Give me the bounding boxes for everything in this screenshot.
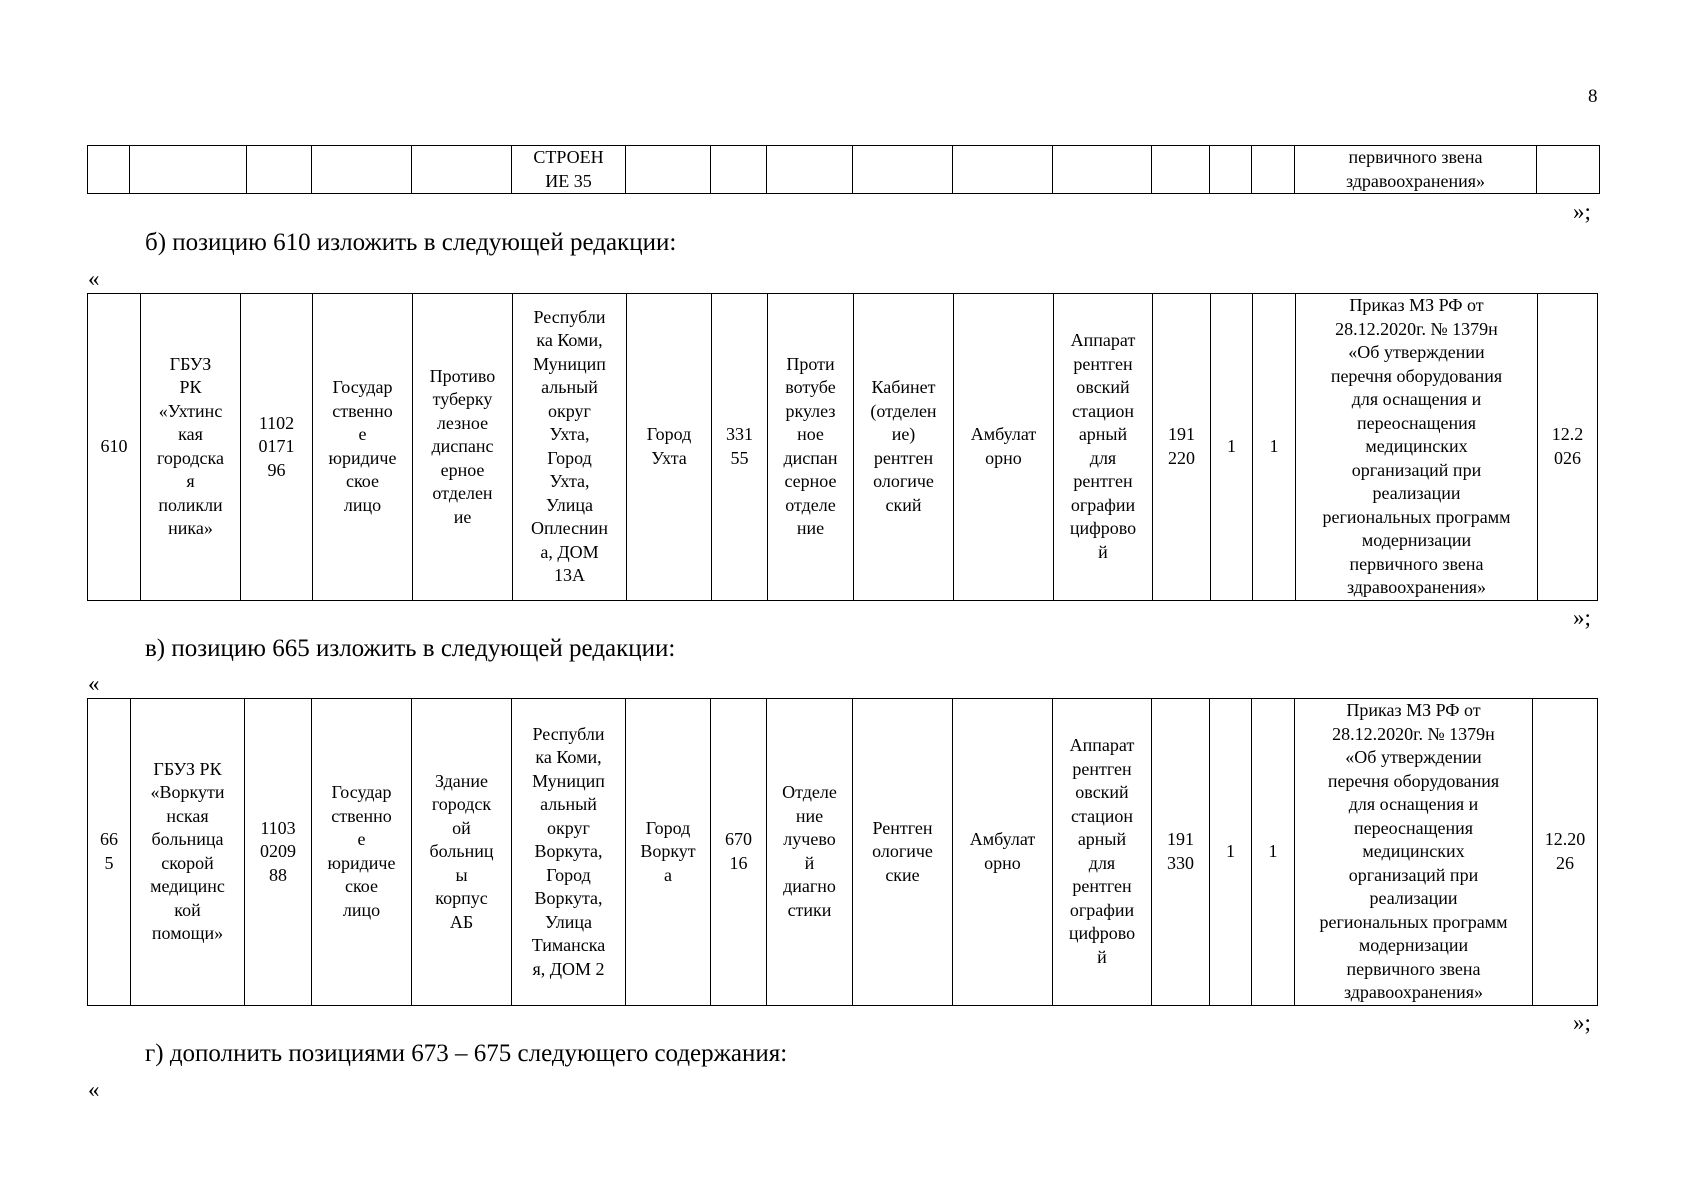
table-cell: Город Ухта (627, 294, 712, 601)
table-row (88, 146, 1600, 194)
table-position-665 (87, 698, 1598, 1006)
table-cell (711, 146, 767, 194)
table-cell: Город Воркут а (626, 699, 711, 1006)
table-cell (853, 146, 953, 194)
table-row (88, 699, 1598, 1006)
table-cell: 1 (1252, 699, 1295, 1006)
table-continuation (87, 145, 1600, 194)
table-cell: Государ ственно е юридиче ское лицо (313, 294, 413, 601)
opening-quote-g: « (88, 1077, 100, 1102)
table-cell: 331 55 (712, 294, 768, 601)
table-cell (1152, 146, 1210, 194)
table-cell: 1103 0209 88 (245, 699, 312, 1006)
table-cell: Приказ МЗ РФ от 28.12.2020г. № 1379н «Об утверждении перечня оборудования для оснащения и переоснащения медицинских организаций при реализации региональных программ модернизации первичного звена здравоохранения» (1295, 699, 1533, 1006)
table-cell (1053, 146, 1152, 194)
table-cell: ГБУЗ РК «Воркути нская больница скорой медицинс кой помощи» (131, 699, 245, 1006)
table-cell: Республи ка Коми, Муницип альный округ Воркута, Город Воркута, Улица Тиманска я, ДОМ 2 (512, 699, 626, 1006)
table-cell: первичного звена здравоохранения» (1295, 146, 1537, 194)
table-cell: Аппарат рентген овский стацион арный для рентген ографии цифрово й (1053, 699, 1152, 1006)
table-cell: Приказ МЗ РФ от 28.12.2020г. № 1379н «Об утверждении перечня оборудования для оснащения и переоснащения медицинских организаций при реализации региональных программ модернизации первичного звена здравоохранения» (1296, 294, 1538, 601)
table-cell: 670 16 (711, 699, 767, 1006)
table-cell: Здание городск ой больниц ы корпус АБ (412, 699, 512, 1006)
table-cell (626, 146, 711, 194)
table-cell: 191 330 (1152, 699, 1210, 1006)
closing-quote-2: »; (1573, 605, 1591, 630)
table-position-610 (87, 293, 1598, 601)
table-cell (767, 146, 853, 194)
table-cell: 12.2 026 (1538, 294, 1598, 601)
table-cell: Рентген ологиче ские (853, 699, 953, 1006)
table-cell: 191 220 (1153, 294, 1211, 601)
table-cell: Кабинет (отделен ие) рентген ологиче ский (854, 294, 954, 601)
opening-quote-b: « (88, 266, 100, 291)
paragraph-v: в) позицию 665 изложить в следующей редакции: (145, 635, 676, 662)
table-cell: 610 (88, 294, 141, 601)
table-cell: 12.20 26 (1533, 699, 1598, 1006)
table-cell: СТРОЕН ИЕ 35 (512, 146, 626, 194)
table-cell (130, 146, 247, 194)
page-number: 8 (1588, 86, 1598, 107)
table-cell: Амбулат орно (954, 294, 1054, 601)
table-cell (953, 146, 1053, 194)
table-cell (1537, 146, 1600, 194)
table-cell: Противо туберку лезное диспанс ерное отделен ие (413, 294, 513, 601)
table-cell: Отделе ние лучево й диагно стики (767, 699, 853, 1006)
table-cell: 1 (1210, 699, 1252, 1006)
paragraph-b: б) позицию 610 изложить в следующей редакции: (145, 229, 677, 256)
table-cell: 1 (1211, 294, 1253, 601)
table-cell: Амбулат орно (953, 699, 1053, 1006)
table-cell (88, 146, 130, 194)
table-cell (412, 146, 512, 194)
table-cell: Государ ственно е юридиче ское лицо (312, 699, 412, 1006)
closing-quote-3: »; (1573, 1010, 1591, 1035)
table-row (88, 294, 1598, 601)
table-cell: Республи ка Коми, Муницип альный округ Ухта, Город Ухта, Улица Оплеснин а, ДОМ 13А (513, 294, 627, 601)
table-cell: 1 (1253, 294, 1296, 601)
table-cell (312, 146, 412, 194)
paragraph-g: г) дополнить позициями 673 – 675 следующего содержания: (145, 1040, 788, 1067)
table-cell: Проти вотубе ркулез ное диспан серное отделе ние (768, 294, 854, 601)
table-cell: Аппарат рентген овский стацион арный для рентген ографии цифрово й (1054, 294, 1153, 601)
closing-quote-1: »; (1573, 199, 1591, 224)
table-cell: ГБУЗ РК «Ухтинс кая городска я поликли ника» (141, 294, 241, 601)
table-cell: 66 5 (88, 699, 131, 1006)
opening-quote-v: « (88, 671, 100, 696)
table-cell (1210, 146, 1252, 194)
table-cell: 1102 0171 96 (241, 294, 313, 601)
table-cell (1252, 146, 1295, 194)
table-cell (247, 146, 312, 194)
